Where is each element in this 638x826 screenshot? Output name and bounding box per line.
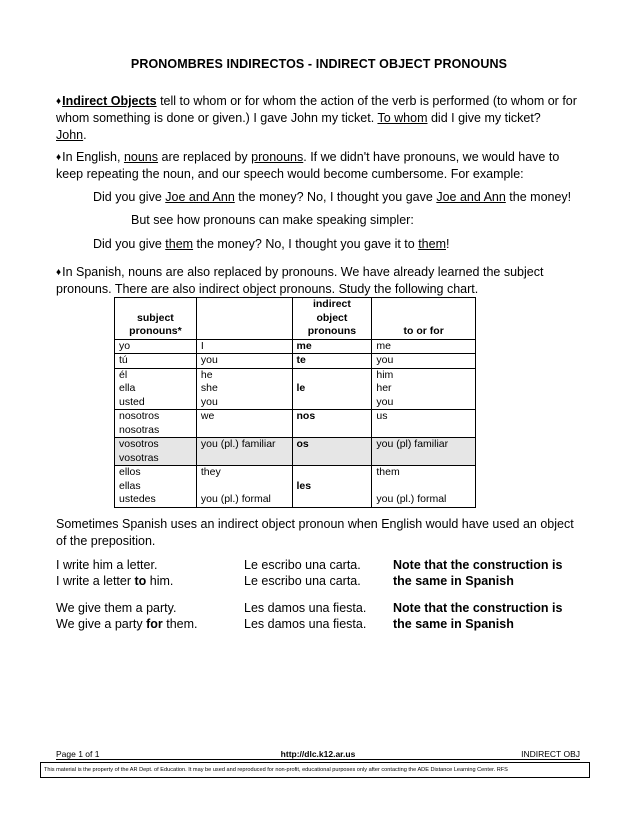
cell-to-or-for: me — [372, 339, 476, 354]
cell-english: we — [196, 410, 292, 438]
cell-to-or-for: us — [372, 410, 476, 438]
cell-io-pronoun: me — [292, 339, 372, 354]
pronoun-chart — [114, 297, 476, 508]
cell-english: they you (pl.) formal — [196, 466, 292, 508]
cell-io-pronoun: os — [292, 438, 372, 466]
table-row — [115, 368, 476, 410]
page-number: Page 1 of 1 — [56, 749, 100, 759]
example-spanish: Le escribo una carta. — [244, 558, 361, 572]
footer-url: http://dlc.k12.ar.us — [280, 749, 356, 759]
example-sentence-nouns: Did you give Joe and Ann the money? No, I thought you gave Joe and Ann the money! — [93, 190, 572, 204]
page-footer — [56, 749, 580, 759]
term-indirect-objects: Indirect Objects — [62, 94, 157, 108]
header-english — [196, 298, 292, 340]
example-note: Note that the construction is — [393, 558, 563, 572]
header-to-or-for: to or for — [372, 298, 476, 340]
cell-io-pronoun: nos — [292, 410, 372, 438]
paragraph-spanish-pronouns: ♦In Spanish, nouns are also replaced by pronouns. We have already learned the subject pronouns. There are also indirect object pronouns. Study the following chart. — [56, 265, 544, 296]
cell-io-pronoun: te — [292, 354, 372, 369]
cell-io-pronoun: les — [292, 466, 372, 508]
cell-subject: yo — [115, 339, 197, 354]
header-indirect-object-pronouns: indirect object pronouns — [292, 298, 372, 340]
document-code: INDIRECT OBJ — [521, 749, 580, 759]
page-title: PRONOMBRES INDIRECTOS - INDIRECT OBJECT PRONOUNS — [130, 57, 508, 71]
cell-english: I — [196, 339, 292, 354]
table-row — [115, 438, 476, 466]
diamond-bullet-icon: ♦ — [56, 96, 62, 107]
example-note: Note that the construction is — [393, 601, 563, 615]
cell-subject: ellos ellas ustedes — [115, 466, 197, 508]
example-english: I write him a letter. — [56, 558, 158, 572]
example-sentence-pronouns: Did you give them the money? No, I thought you gave it to them! — [93, 237, 450, 251]
cell-english: you (pl.) familiar — [196, 438, 292, 466]
cell-subject: él ella usted — [115, 368, 197, 410]
header-subject-pronouns: subject pronouns* — [115, 298, 197, 340]
paragraph-preposition: Sometimes Spanish uses an indirect object pronoun when English would have used an object of the preposition. — [56, 517, 574, 548]
footer-divider — [56, 759, 580, 760]
copyright-notice: This material is the property of the AR Dept. of Education. It may be used and reproduced for non-profit, educational purposes only after contacting the ADE Distance Learning Center. RFS — [40, 762, 590, 778]
example-english: We give them a party. — [56, 601, 177, 615]
diamond-bullet-icon: ♦ — [56, 267, 62, 278]
example-spanish: Les damos una fiesta. — [244, 601, 367, 615]
example-spanish: Le escribo una carta. — [244, 574, 361, 588]
cell-subject: vosotros vosotras — [115, 438, 197, 466]
cell-to-or-for: them you (pl.) formal — [372, 466, 476, 508]
diamond-bullet-icon: ♦ — [56, 152, 62, 163]
cell-english: he she you — [196, 368, 292, 410]
chart-header-row — [115, 298, 476, 340]
example-note: the same in Spanish — [393, 617, 514, 631]
table-row — [115, 410, 476, 438]
cell-to-or-for: you (pl) familiar — [372, 438, 476, 466]
table-row — [115, 354, 476, 369]
table-row — [115, 466, 476, 508]
example-note: the same in Spanish — [393, 574, 514, 588]
example-transition: But see how pronouns can make speaking simpler: — [131, 213, 414, 227]
table-row — [115, 339, 476, 354]
cell-to-or-for: him her you — [372, 368, 476, 410]
cell-io-pronoun: le — [292, 368, 372, 410]
cell-to-or-for: you — [372, 354, 476, 369]
cell-subject: nosotros nosotras — [115, 410, 197, 438]
paragraph-indirect-objects: ♦Indirect Objects tell to whom or for whom the action of the verb is performed (to whom or for whom something is done or given.) I gave John my ticket. To whom did I give my ticket? John. — [56, 94, 577, 142]
cell-english: you — [196, 354, 292, 369]
example-spanish: Les damos una fiesta. — [244, 617, 367, 631]
example-english: We give a party for them. — [56, 617, 198, 631]
paragraph-english-pronouns: ♦In English, nouns are replaced by pronouns. If we didn't have pronouns, we would have to keep repeating the noun, and our speech would become cumbersome. For example: — [56, 150, 560, 181]
cell-subject: tú — [115, 354, 197, 369]
example-english: I write a letter to him. — [56, 574, 174, 588]
